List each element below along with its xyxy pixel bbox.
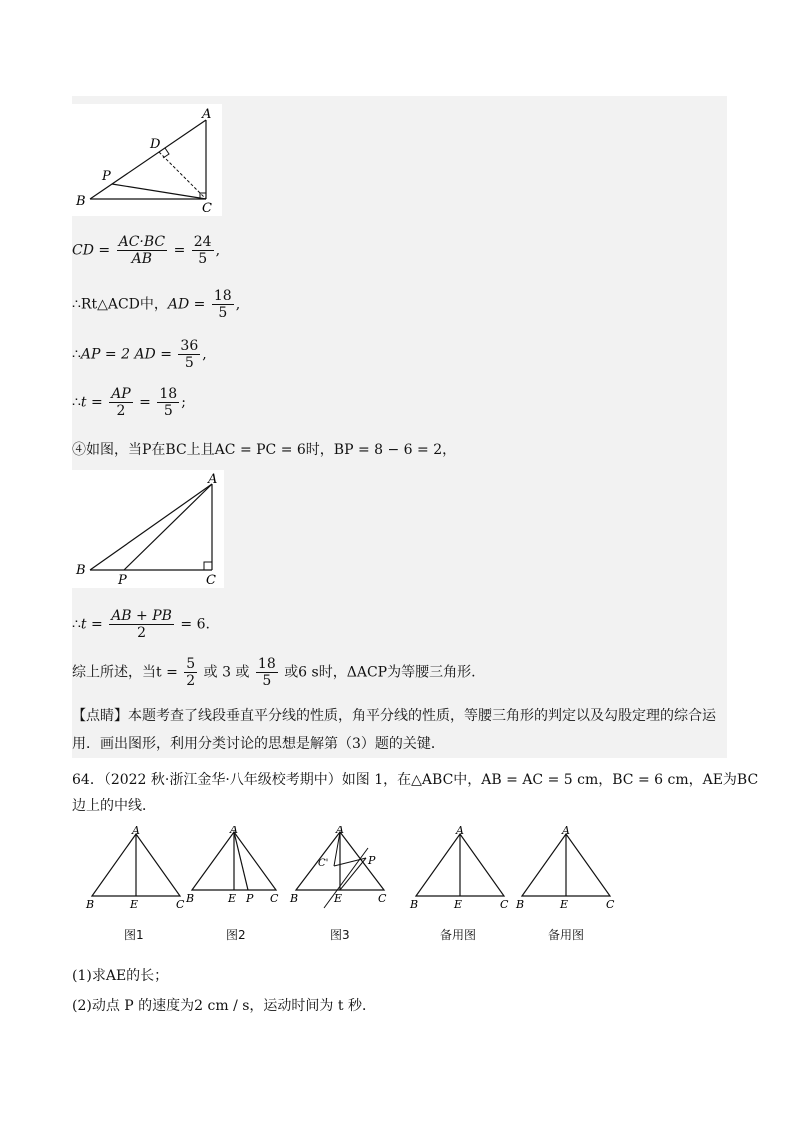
svg-text:C: C [270,892,279,905]
figure-right-triangle-d [72,104,222,216]
ap-equation: ∴AP = 2 AD = $\frac{36}{5}$ , [72,338,207,371]
label-a: A [202,107,212,122]
svg-text:A: A [132,826,140,837]
label-a: A [208,472,218,487]
svg-text:A: A [562,826,570,837]
svg-text:A: A [336,826,344,836]
svg-text:B: B [290,892,299,905]
question-2: (2)动点 P 的速度为2 cm / s，运动时间为 t 秒． [72,998,376,1014]
svg-text:E: E [334,892,343,905]
case-4-text: ④如图，当P在BC上且AC = PC = 6时，BP = 8 − 6 = 2， [72,442,457,458]
figure-right-triangle-p [72,470,224,588]
figure-backup-1 [409,826,509,911]
caption-figure-3: 图3 [330,928,350,942]
caption-backup-1: 备用图 [440,928,477,942]
svg-text:E: E [228,892,237,905]
svg-text:E: E [454,898,463,911]
label-d: D [150,137,161,152]
caption-figure-2: 图2 [226,928,246,942]
caption-backup-2: 备用图 [548,928,585,942]
svg-text:B: B [410,898,419,911]
cd-equation: CD = $\frac{AC\cdot BC}{AB}$ = $\frac{24}{5}$ , [72,234,221,267]
svg-text:C: C [176,898,185,911]
svg-text:E: E [130,898,139,911]
figure-1 [85,826,185,911]
summary-line: 综上所述，当t = $\frac{5}{2}$ 或 3 或 $\frac{18}{5}$ 或6 s时，ΔACP为等腰三角形. [72,656,476,689]
t-equation: ∴t = $\frac{AP}{2}$ = $\frac{18}{5}$ ; [72,386,186,419]
svg-text:P: P [368,854,376,867]
t6-equation: ∴t = $\frac{AB + PB}{2}$ = 6. [72,608,210,641]
isosceles-figures-row [80,826,720,912]
ad-equation: ∴Rt△ACD中，AD = $\frac{18}{5}$ , [72,288,241,321]
label-b: B [76,194,86,209]
figure-3 [289,826,387,908]
svg-text:B: B [86,898,95,911]
label-c: C [206,573,216,588]
problem-64-line-2: 边上的中线． [72,798,156,814]
comment-line-2: 用．画出图形，利用分类讨论的思想是解第（3）题的关键． [72,736,445,752]
svg-text:C: C [378,892,387,905]
label-p: P [118,573,127,588]
label-c: C [202,201,212,216]
question-1: (1)求AE的长； [72,968,169,984]
label-b: B [76,563,86,578]
svg-text:C: C [606,898,615,911]
svg-text:E: E [560,898,569,911]
svg-text:A: A [456,826,464,837]
svg-text:B: B [516,898,525,911]
svg-text:B: B [186,892,195,905]
comment-line-1: 【点睛】本题考查了线段垂直平分线的性质，角平分线的性质，等腰三角形的判定以及勾股定理的综合运 [72,708,716,724]
svg-text:P: P [246,892,254,905]
caption-figure-1: 图1 [124,928,144,942]
label-p: P [102,169,111,184]
svg-text:C': C' [318,858,329,869]
figure-backup-2 [515,826,615,911]
svg-text:A: A [230,826,238,836]
svg-text:C: C [500,898,509,911]
problem-64-line-1: 64．（2022 秋·浙江金华·八年级校考期中）如图 1，在△ABC中，AB = AC = 5 cm，BC = 6 cm，AE为BC [72,772,759,788]
figure-2 [185,826,279,905]
